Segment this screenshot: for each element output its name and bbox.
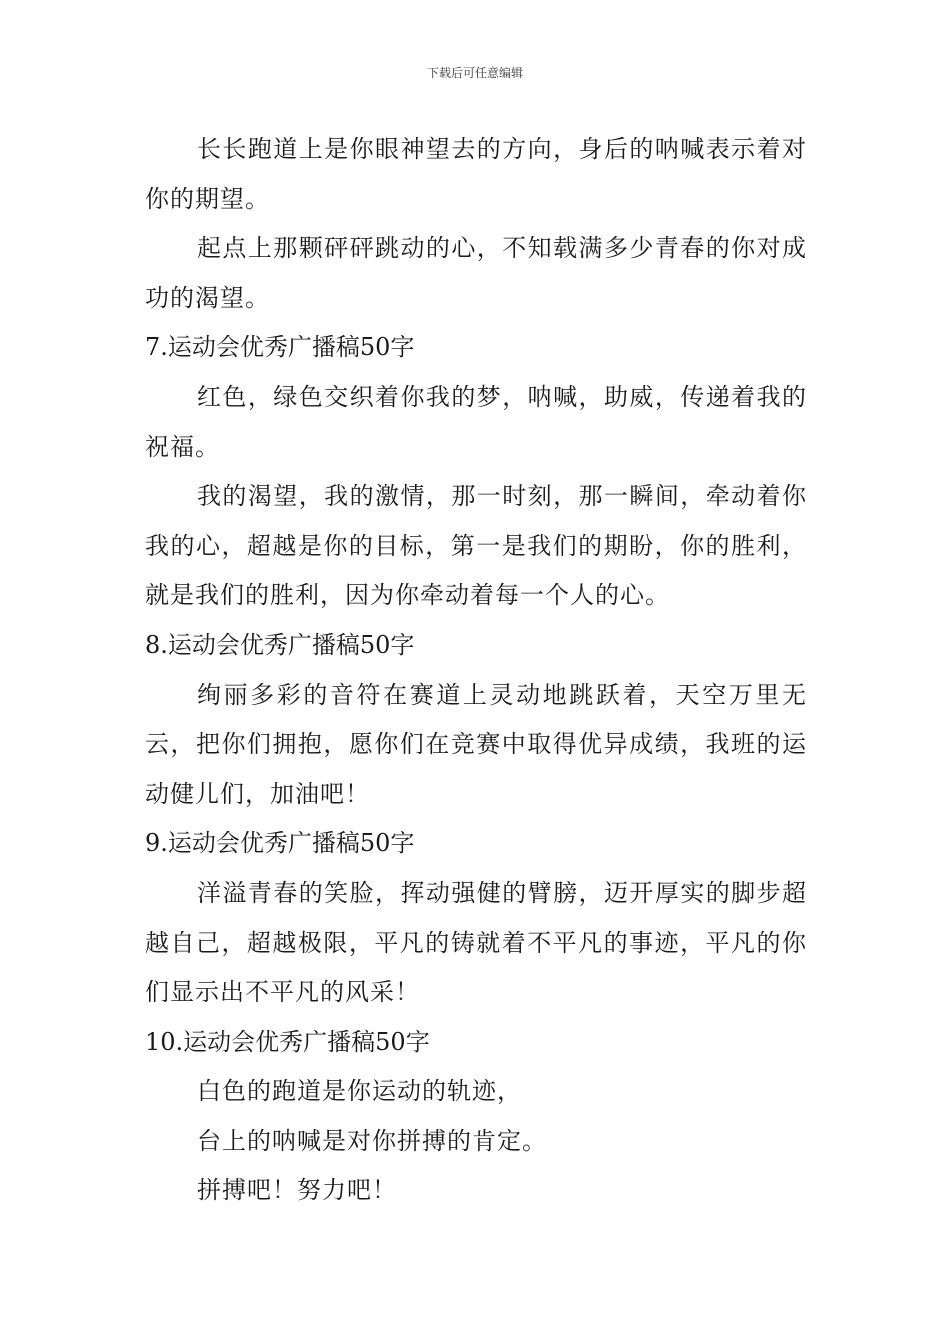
paragraph: 台上的呐喊是对你拼搏的肯定。 xyxy=(197,1126,547,1155)
paragraph: 白色的跑道是你运动的轨迹， xyxy=(197,1077,522,1106)
paragraph: 红色，绿色交织着你我的梦，呐喊，助威，传递着我的祝福。 xyxy=(145,382,807,461)
paragraph: 长长跑道上是你眼神望去的方向，身后的呐喊表示着对你的期望。 xyxy=(145,135,807,213)
section-heading: 10.运动会优秀广播稿50字 xyxy=(145,1027,430,1056)
document-body xyxy=(145,125,807,1216)
page-header: 下载后可任意编辑 xyxy=(426,66,523,80)
section-heading: 7.运动会优秀广播稿50字 xyxy=(145,333,415,362)
section-heading: 9.运动会优秀广播稿50字 xyxy=(145,829,415,858)
paragraph: 我的渴望，我的激情，那一时刻，那一瞬间，牵动着你我的心，超越是你的目标，第一是我们的期盼，你的胜利，就是我们的胜利，因为你牵动着每一个人的心。 xyxy=(145,482,807,610)
paragraph: 绚丽多彩的音符在赛道上灵动地跳跃着，天空万里无云，把你们拥抱，愿你们在竞赛中取得优异成绩，我班的运动健儿们，加油吧！ xyxy=(145,680,807,808)
section-heading: 8.运动会优秀广播稿50字 xyxy=(145,630,415,659)
paragraph: 洋溢青春的笑脸，挥动强健的臂膀，迈开厚实的脚步超越自己，超越极限，平凡的铸就着不平凡的事迹，平凡的你们显示出不平凡的风采！ xyxy=(145,878,807,1007)
paragraph: 拼搏吧！努力吧！ xyxy=(197,1176,397,1205)
paragraph: 起点上那颗砰砰跳动的心，不知载满多少青春的你对成功的渴望。 xyxy=(145,234,807,312)
